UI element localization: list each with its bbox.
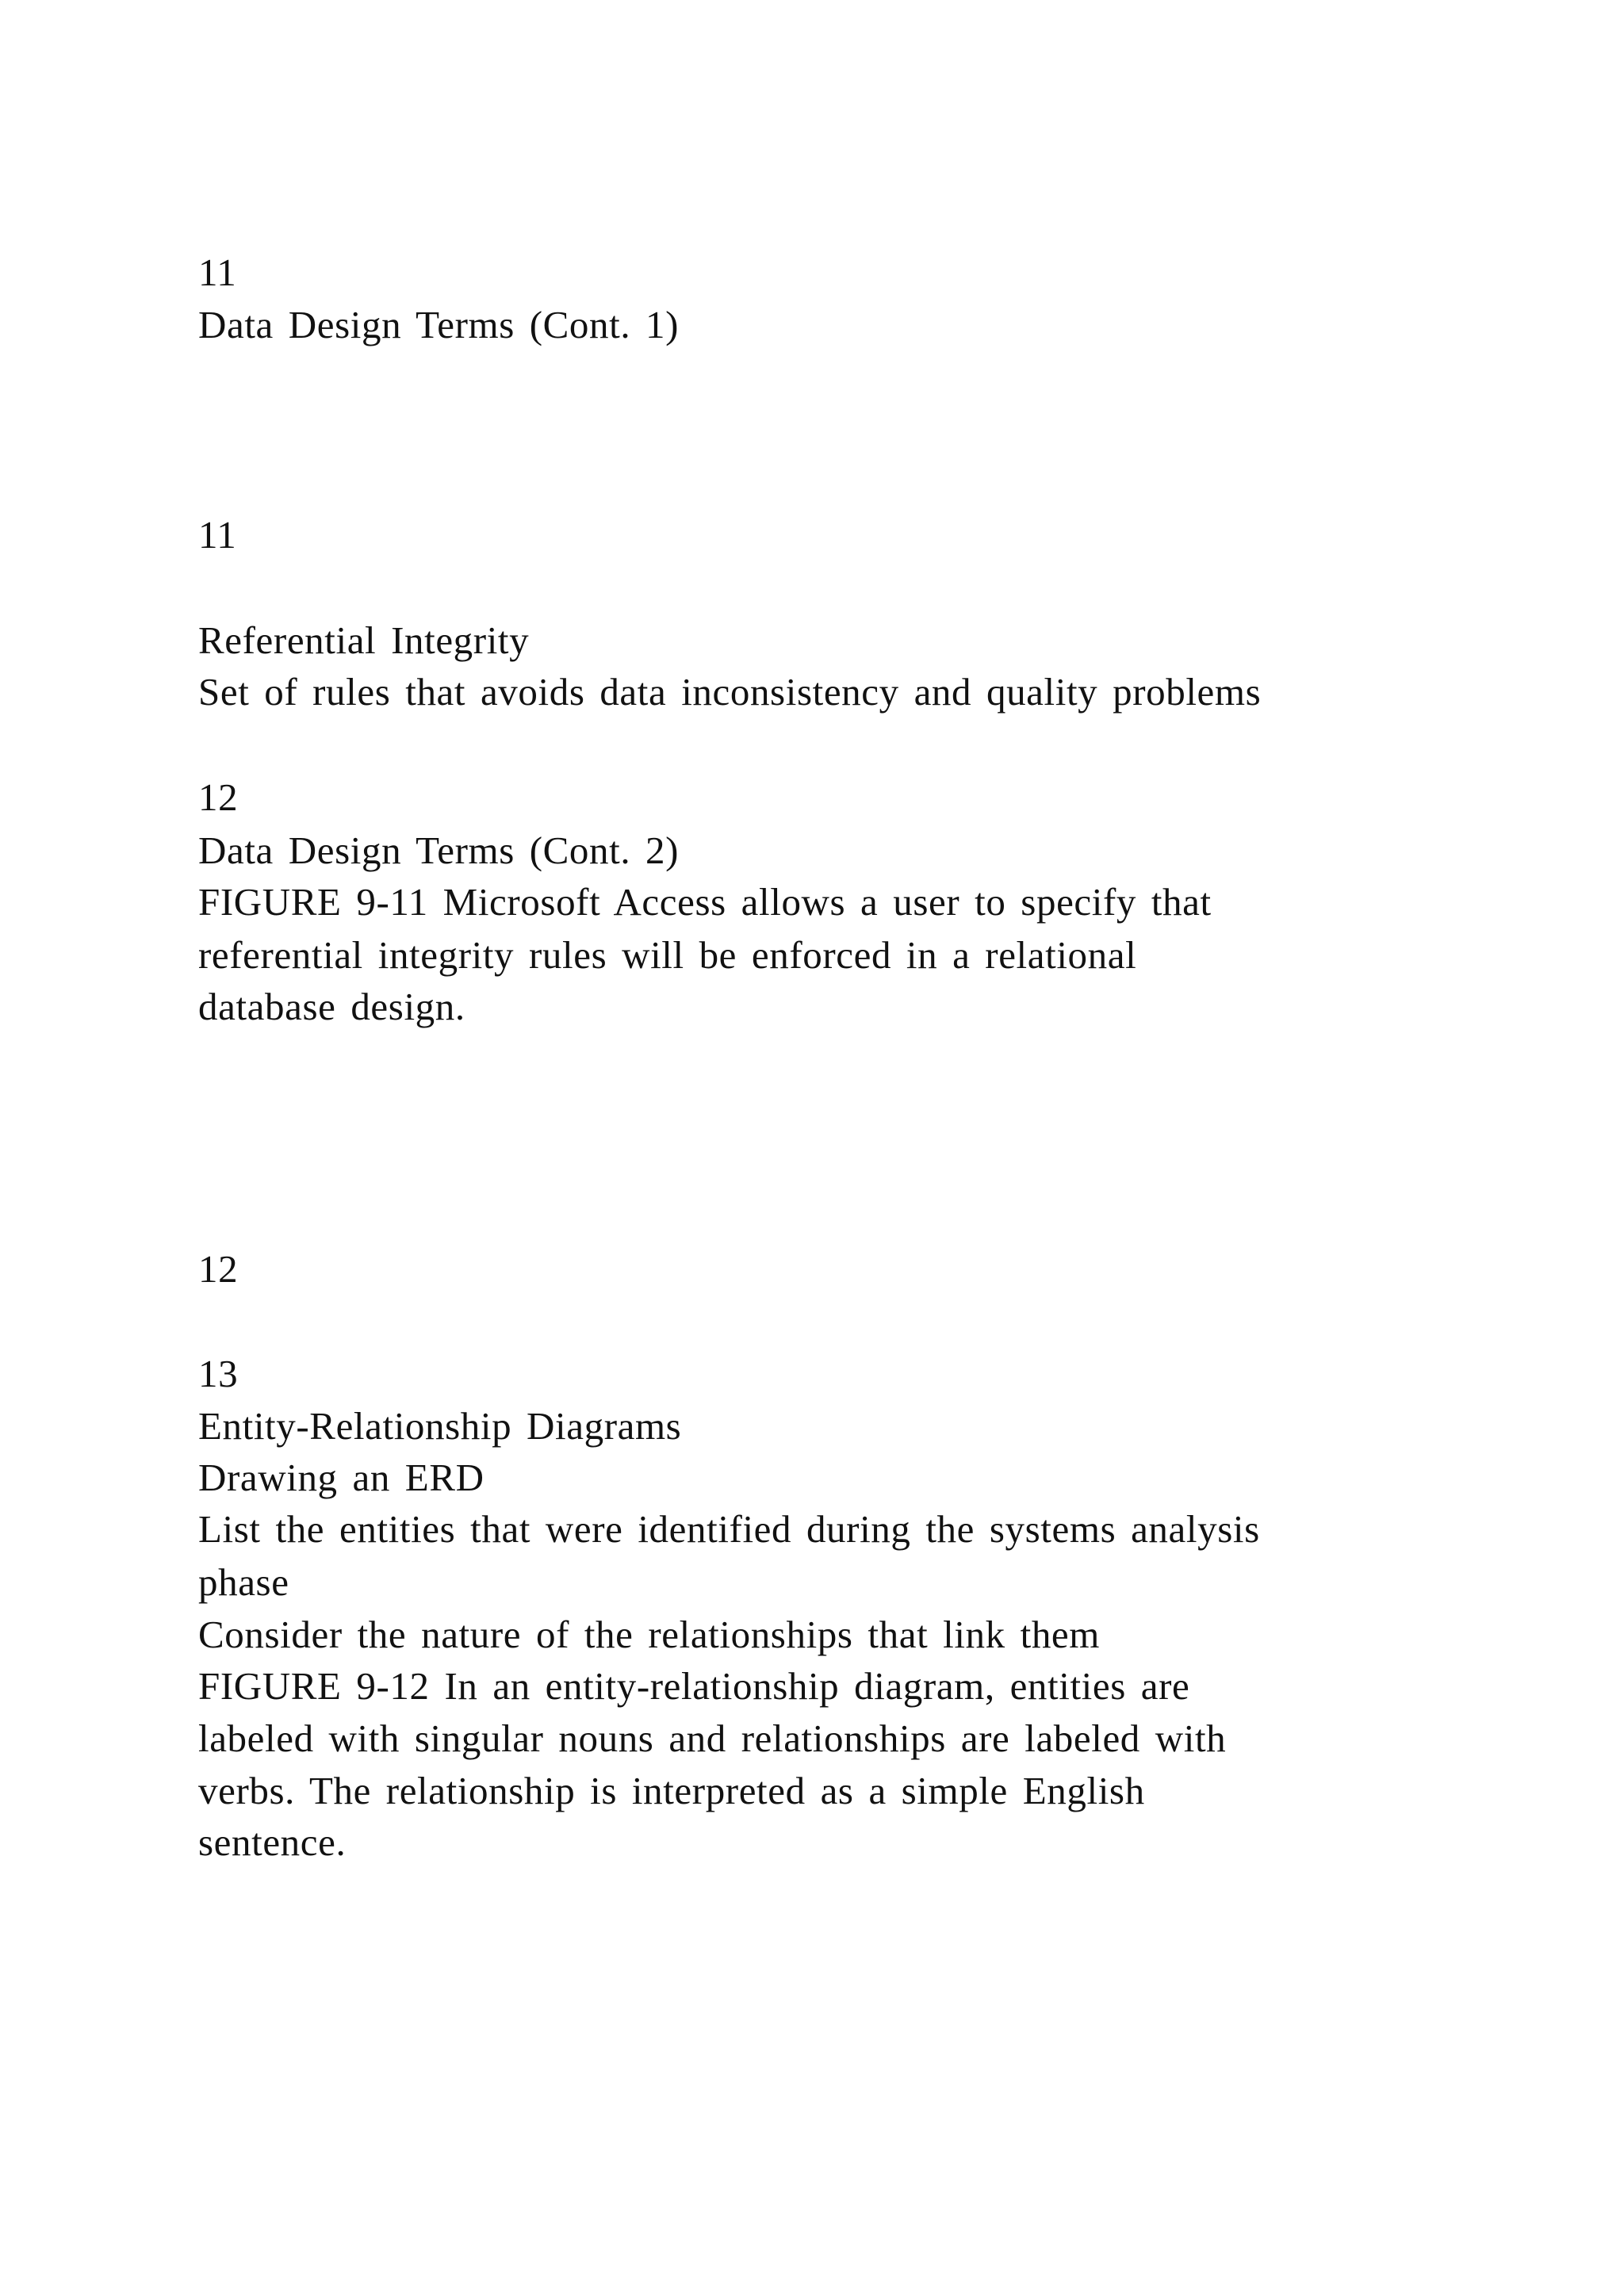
figure-caption-line: FIGURE 9-12 In an entity-relationship diagram, entities are (198, 1664, 1190, 1708)
figure-caption-line: labeled with singular nouns and relationships are labeled with (198, 1716, 1227, 1760)
figure-caption-line: sentence. (198, 1820, 347, 1864)
figure-caption-line: verbs. The relationship is interpreted as a simple English (198, 1769, 1145, 1812)
slide-number: 12 (198, 1247, 239, 1291)
slide-title: Data Design Terms (Cont. 1) (198, 303, 680, 346)
body-text-line: Consider the nature of the relationships that link them (198, 1613, 1100, 1656)
body-text-line: Drawing an ERD (198, 1456, 485, 1499)
body-text-line: List the entities that were identified during the systems analysis (198, 1507, 1260, 1551)
figure-caption-line: referential integrity rules will be enforced in a relational (198, 933, 1137, 977)
slide-number: 11 (198, 251, 237, 294)
slide-title: Data Design Terms (Cont. 2) (198, 828, 680, 872)
slide-title: Entity-Relationship Diagrams (198, 1404, 682, 1448)
figure-caption-line: database design. (198, 985, 465, 1028)
body-text-line: phase (198, 1560, 289, 1604)
section-heading: Referential Integrity (198, 618, 530, 662)
slide-number: 12 (198, 775, 239, 819)
figure-caption-line: FIGURE 9-11 Microsoft Access allows a user to specify that (198, 880, 1212, 924)
body-text-line: Set of rules that avoids data inconsistency and quality problems (198, 670, 1262, 714)
slide-number: 13 (198, 1352, 239, 1395)
slide-number: 11 (198, 513, 237, 557)
